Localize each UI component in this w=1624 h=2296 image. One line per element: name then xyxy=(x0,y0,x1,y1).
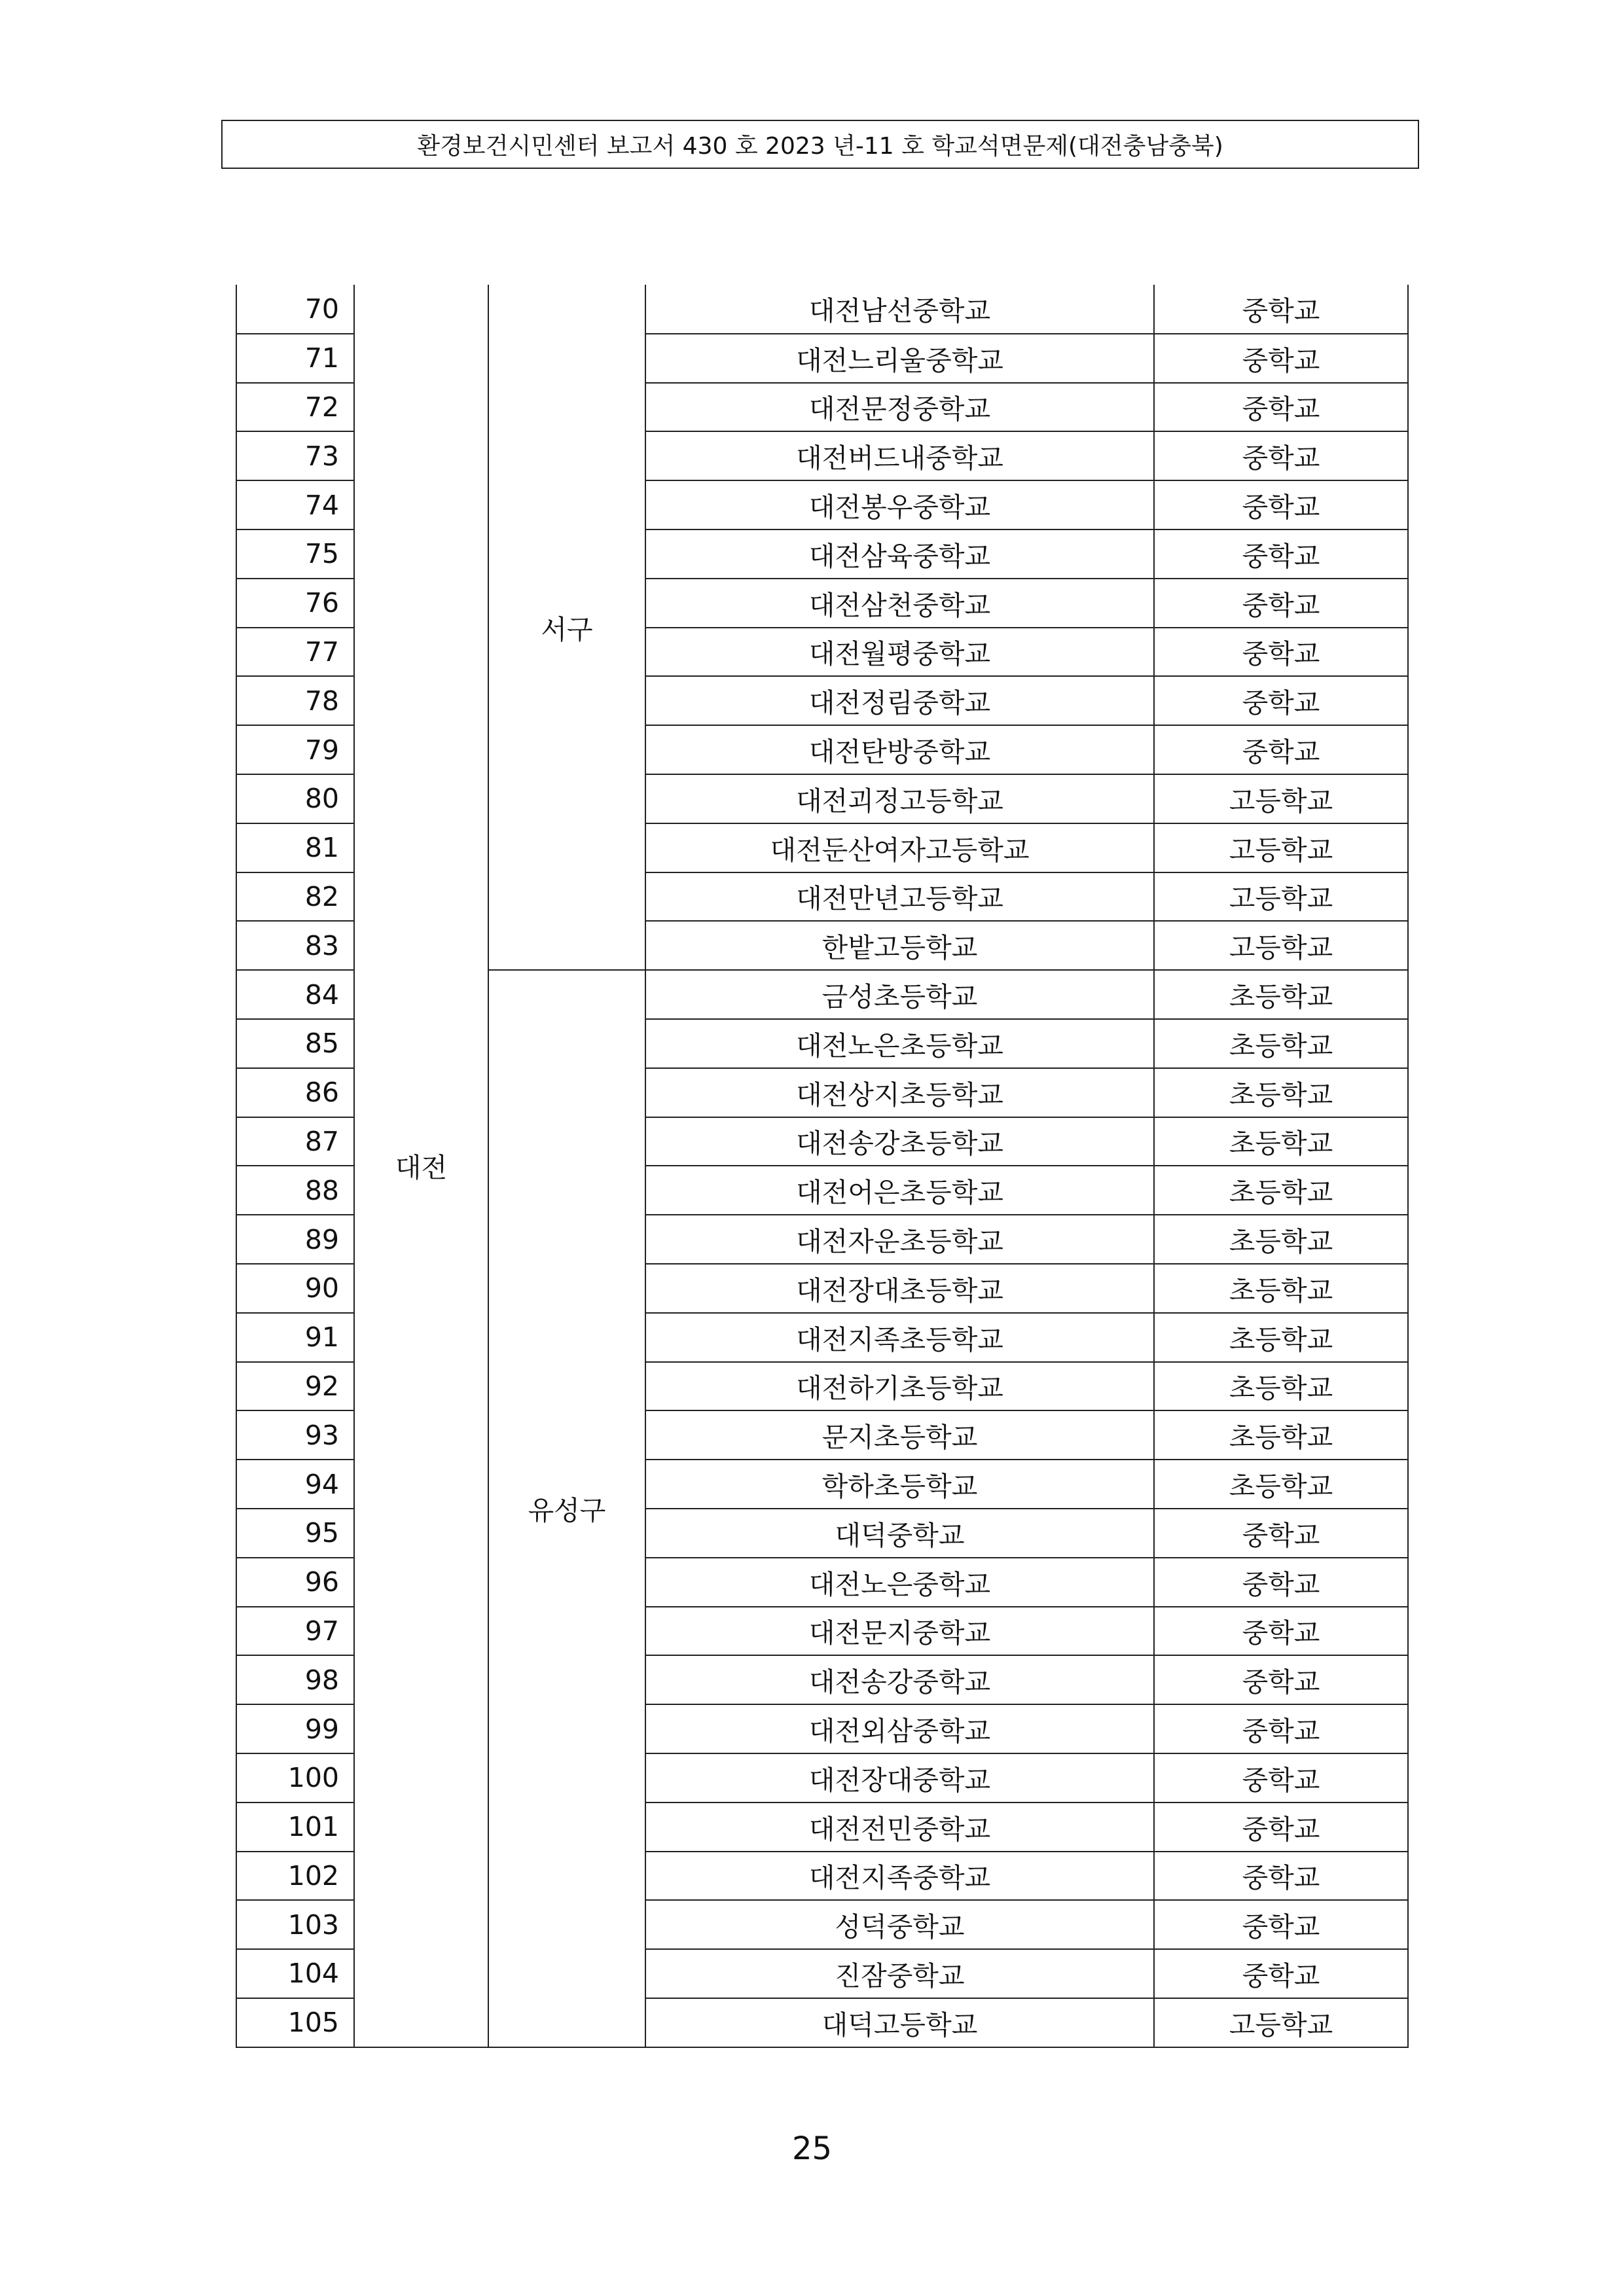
district-cell: 서구 xyxy=(488,285,645,970)
school-name: 대전정림중학교 xyxy=(645,676,1154,725)
row-number: 94 xyxy=(236,1460,354,1509)
school-name: 대전어은초등학교 xyxy=(645,1166,1154,1215)
row-number: 97 xyxy=(236,1607,354,1656)
row-number: 82 xyxy=(236,872,354,922)
school-name: 대전송강중학교 xyxy=(645,1655,1154,1704)
school-type: 중학교 xyxy=(1154,1509,1408,1558)
school-name: 대전송강초등학교 xyxy=(645,1117,1154,1166)
row-number: 81 xyxy=(236,823,354,872)
report-header xyxy=(221,120,1419,169)
school-type: 초등학교 xyxy=(1154,1460,1408,1509)
row-number: 104 xyxy=(236,1949,354,1998)
school-type: 중학교 xyxy=(1154,725,1408,774)
school-type: 초등학교 xyxy=(1154,1215,1408,1264)
row-number: 80 xyxy=(236,774,354,823)
school-table xyxy=(236,285,1409,2048)
row-number: 87 xyxy=(236,1117,354,1166)
row-number: 91 xyxy=(236,1313,354,1362)
school-type: 중학교 xyxy=(1154,1949,1408,1998)
school-type: 중학교 xyxy=(1154,383,1408,432)
row-number: 93 xyxy=(236,1410,354,1460)
row-number: 102 xyxy=(236,1852,354,1901)
school-name: 대덕중학교 xyxy=(645,1509,1154,1558)
school-name: 대전지족중학교 xyxy=(645,1852,1154,1901)
row-number: 99 xyxy=(236,1704,354,1753)
school-type: 중학교 xyxy=(1154,1900,1408,1949)
school-name: 대전버드내중학교 xyxy=(645,431,1154,480)
row-number: 98 xyxy=(236,1655,354,1704)
table-row xyxy=(236,285,1408,334)
school-type: 초등학교 xyxy=(1154,1019,1408,1068)
school-type: 중학교 xyxy=(1154,480,1408,529)
school-name: 대전지족초등학교 xyxy=(645,1313,1154,1362)
row-number: 79 xyxy=(236,725,354,774)
row-number: 77 xyxy=(236,628,354,677)
row-number: 101 xyxy=(236,1803,354,1852)
school-name: 대전삼천중학교 xyxy=(645,579,1154,628)
school-name: 대전둔산여자고등학교 xyxy=(645,823,1154,872)
school-name: 문지초등학교 xyxy=(645,1410,1154,1460)
school-name: 학하초등학교 xyxy=(645,1460,1154,1509)
school-name: 한밭고등학교 xyxy=(645,921,1154,970)
row-number: 78 xyxy=(236,676,354,725)
school-table-body xyxy=(236,285,1408,2047)
row-number: 85 xyxy=(236,1019,354,1068)
row-number: 74 xyxy=(236,480,354,529)
school-name: 대전전민중학교 xyxy=(645,1803,1154,1852)
school-type: 초등학교 xyxy=(1154,1117,1408,1166)
school-type: 중학교 xyxy=(1154,334,1408,383)
row-number: 96 xyxy=(236,1558,354,1607)
school-type: 고등학교 xyxy=(1154,823,1408,872)
report-header-title: 환경보건시민센터 보고서 430 호 2023 년-11 호 학교석면문제(대전충남충북) xyxy=(417,133,1223,160)
school-name: 대전탄방중학교 xyxy=(645,725,1154,774)
row-number: 84 xyxy=(236,970,354,1019)
school-name: 대전문정중학교 xyxy=(645,383,1154,432)
school-type: 중학교 xyxy=(1154,1607,1408,1656)
row-number: 73 xyxy=(236,431,354,480)
school-type: 중학교 xyxy=(1154,285,1408,334)
school-type: 고등학교 xyxy=(1154,872,1408,922)
row-number: 72 xyxy=(236,383,354,432)
school-name: 대전괴정고등학교 xyxy=(645,774,1154,823)
school-type: 중학교 xyxy=(1154,1655,1408,1704)
school-name: 대전장대중학교 xyxy=(645,1753,1154,1803)
school-type: 중학교 xyxy=(1154,431,1408,480)
school-type: 초등학교 xyxy=(1154,1068,1408,1117)
school-type: 중학교 xyxy=(1154,1704,1408,1753)
school-type: 중학교 xyxy=(1154,676,1408,725)
school-type: 초등학교 xyxy=(1154,970,1408,1019)
row-number: 83 xyxy=(236,921,354,970)
row-number: 90 xyxy=(236,1264,354,1313)
school-name: 대전외삼중학교 xyxy=(645,1704,1154,1753)
school-type: 중학교 xyxy=(1154,1558,1408,1607)
school-type: 중학교 xyxy=(1154,1803,1408,1852)
school-name: 대전봉우중학교 xyxy=(645,480,1154,529)
school-name: 대전하기초등학교 xyxy=(645,1362,1154,1411)
school-name: 대전삼육중학교 xyxy=(645,529,1154,579)
school-type: 초등학교 xyxy=(1154,1362,1408,1411)
row-number: 88 xyxy=(236,1166,354,1215)
row-number: 71 xyxy=(236,334,354,383)
school-name: 대전자운초등학교 xyxy=(645,1215,1154,1264)
region-cell: 대전 xyxy=(354,285,488,2047)
district-cell: 유성구 xyxy=(488,970,645,2047)
school-type: 고등학교 xyxy=(1154,774,1408,823)
row-number: 95 xyxy=(236,1509,354,1558)
school-name: 대전상지초등학교 xyxy=(645,1068,1154,1117)
school-name: 금성초등학교 xyxy=(645,970,1154,1019)
school-name: 대전만년고등학교 xyxy=(645,872,1154,922)
school-name: 대덕고등학교 xyxy=(645,1998,1154,2047)
school-name: 성덕중학교 xyxy=(645,1900,1154,1949)
school-name: 진잠중학교 xyxy=(645,1949,1154,1998)
school-type: 중학교 xyxy=(1154,579,1408,628)
school-name: 대전느리울중학교 xyxy=(645,334,1154,383)
school-type: 중학교 xyxy=(1154,1753,1408,1803)
row-number: 76 xyxy=(236,579,354,628)
school-type: 초등학교 xyxy=(1154,1166,1408,1215)
row-number: 75 xyxy=(236,529,354,579)
row-number: 105 xyxy=(236,1998,354,2047)
school-type: 초등학교 xyxy=(1154,1313,1408,1362)
school-name: 대전문지중학교 xyxy=(645,1607,1154,1656)
school-type: 초등학교 xyxy=(1154,1264,1408,1313)
school-name: 대전남선중학교 xyxy=(645,285,1154,334)
school-type: 중학교 xyxy=(1154,628,1408,677)
school-type: 고등학교 xyxy=(1154,1998,1408,2047)
row-number: 100 xyxy=(236,1753,354,1803)
row-number: 70 xyxy=(236,285,354,334)
school-name: 대전노은중학교 xyxy=(645,1558,1154,1607)
row-number: 92 xyxy=(236,1362,354,1411)
school-name: 대전노은초등학교 xyxy=(645,1019,1154,1068)
school-name: 대전월평중학교 xyxy=(645,628,1154,677)
school-name: 대전장대초등학교 xyxy=(645,1264,1154,1313)
school-type: 중학교 xyxy=(1154,529,1408,579)
school-type: 초등학교 xyxy=(1154,1410,1408,1460)
row-number: 103 xyxy=(236,1900,354,1949)
school-type: 고등학교 xyxy=(1154,921,1408,970)
school-type: 중학교 xyxy=(1154,1852,1408,1901)
row-number: 86 xyxy=(236,1068,354,1117)
row-number: 89 xyxy=(236,1215,354,1264)
page-number: 25 xyxy=(791,2130,833,2167)
